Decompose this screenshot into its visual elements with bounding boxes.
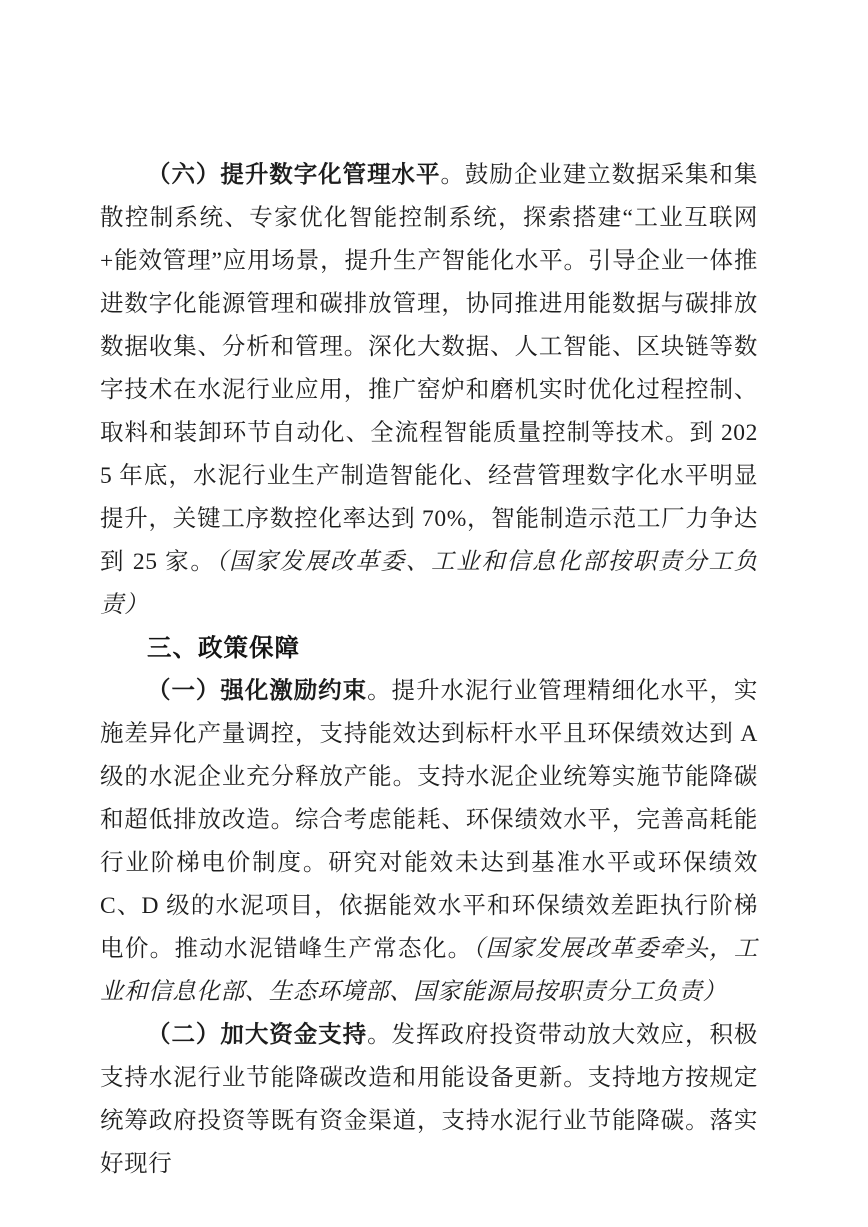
paragraph-item-six [100, 154, 758, 627]
paragraph-lead-one: （一）强化激励约束 [147, 678, 368, 704]
document-content [100, 154, 758, 1186]
paragraph-body-six: 。鼓励企业建立数据采集和集散控制系统、专家优化智能控制系统，探索搭建“工业互联网+能效管理”应用场景，提升生产智能化水平。引导企业一体推进数字化能源管理和碳排放管理，协同推进用能数据与碳排放数据收集、分析和管理。深化大数据、人工智能、区块链等数字技术在水泥行业应用，推广窑炉和磨机实时优化过程控制、取料和装卸环节自动化、全流程智能质量控制等技术。到 2025 年底，水泥行业生产制造智能化、经营管理数字化水平明显提升，关键工序数控化率达到 70%，智能制造示范工厂力争达到 25 家。 [100, 162, 758, 575]
paragraph-lead-six: （六）提升数字化管理水平 [147, 162, 441, 188]
paragraph-item-two [100, 1014, 758, 1186]
paragraph-body-one: 。提升水泥行业管理精细化水平，实施差异化产量调控，支持能效达到标杆水平且环保绩效达到 A 级的水泥企业充分释放产能。支持水泥企业统筹实施节能降碳和超低排放改造。综合考虑能耗、环保绩效水平，完善高耗能行业阶梯电价制度。研究对能效未达到基准水平或环保绩效 C、D 级的水泥项目，依据能效水平和环保绩效差距执行阶梯电价。推动水泥错峰生产常态化。 [100, 678, 758, 962]
responsibility-attribution-one: （国家发展改革委牵头，工业和信息化部、生态环境部、国家能源局按职责分工负责） [100, 936, 759, 1005]
paragraph-lead-two: （二）加大资金支持 [147, 1022, 368, 1048]
paragraph-body-two: 。发挥政府投资带动放大效应，积极支持水泥行业节能降碳改造和用能设备更新。支持地方按规定统筹政府投资等既有资金渠道，支持水泥行业节能降碳。落实好现行 [100, 1022, 758, 1177]
paragraph-item-one [100, 670, 758, 1014]
section-heading-policy-support: 三、政策保障 [147, 635, 300, 662]
responsibility-attribution-six: （国家发展改革委、工业和信息化部按职责分工负责） [100, 549, 759, 618]
